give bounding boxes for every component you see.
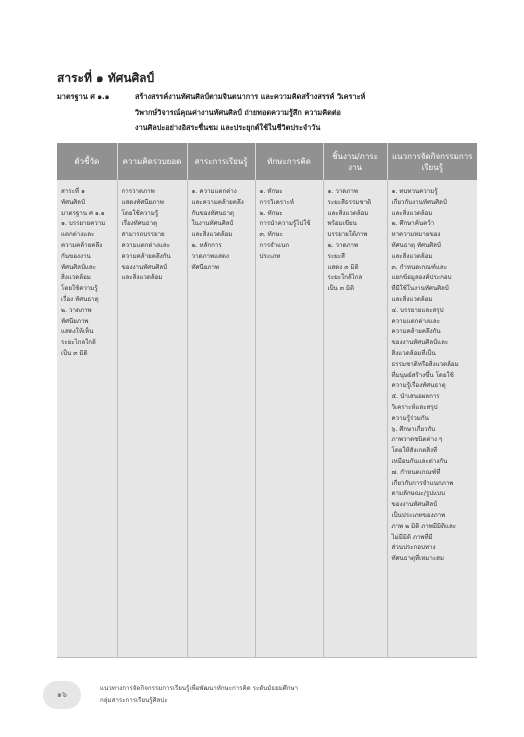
cell-line: และความคล้ายคลึง	[191, 198, 244, 206]
cell-line: ระยะใกล้ไกล	[327, 274, 363, 282]
cell-line: การวาดภาพ	[121, 188, 155, 195]
cell-line: และสิ่งแวดล้อม	[391, 209, 433, 217]
standard-description	[135, 89, 477, 136]
cell-line: เรื่อง ทัศนธาตุ	[61, 295, 99, 303]
cell-line: ที่มีใช้ในงานทัศนศิลป์	[391, 285, 449, 293]
cell-line: ไม่มีมิติ ภาพที่มี	[391, 533, 433, 541]
cell-line: และสิ่งแวดล้อม	[191, 231, 233, 239]
cell-line: แยกข้อมูลองค์ประกอบ	[391, 274, 452, 282]
cell-line: ๑. ทักษะ	[259, 188, 283, 195]
cell-line: ๕. นำเสนอผลการ	[391, 393, 440, 401]
cell-line: และสิ่งแวดล้อม	[327, 209, 369, 217]
cell-line: ความแตกต่างและ	[391, 317, 441, 325]
cell-line: ๑. ทบทวนความรู้	[391, 188, 438, 195]
cell-line: ๒. ทักษะ	[259, 209, 283, 217]
cell-line: และสิ่งแวดล้อม	[121, 274, 163, 282]
header-content: สาระการเรียนรู้	[187, 143, 255, 180]
standard-block	[57, 89, 477, 136]
cell-line: แสดงทัศนียภาพ	[121, 198, 164, 206]
cell-line: ทัศนธาตุที่เหมาะสม	[391, 555, 445, 563]
cell-activities	[387, 180, 477, 658]
cell-tasks	[323, 180, 387, 658]
cell-line: ๑. วาดภาพ	[327, 188, 358, 195]
cell-line: ๑. บรรยายความ	[61, 220, 106, 228]
cell-line: กันของทัศนธาตุ	[191, 209, 234, 217]
cell-content	[187, 180, 255, 658]
cell-line: ๔. บรรยายและสรุป	[391, 306, 444, 314]
cell-line: ระยะสี	[327, 252, 345, 260]
cell-line: มาตรฐาน ศ ๑.๑	[61, 209, 105, 217]
table-row	[57, 180, 477, 658]
cell-line: เป็นประเภทของภาพ	[391, 511, 446, 519]
cell-line: ระยะสีธรรมชาติ	[327, 198, 372, 206]
standard-line: สร้างสรรค์งานทัศนศิลป์ตามจินตนาการ และความคิดสร้างสรรค์ วิเคราะห์	[135, 92, 366, 101]
cell-line: ทัศนศิลป์	[61, 198, 85, 206]
cell-line: เหมือนกันและต่างกัน	[391, 457, 448, 465]
cell-line: เกี่ยวกับการจำแนกภาพ	[391, 479, 454, 487]
cell-line: ๒. วาดภาพ	[61, 306, 92, 314]
cell-line: หาความหมายของ	[391, 231, 441, 239]
cell-line: ในงานทัศนศิลป์	[191, 220, 234, 228]
standard-line: วิพากษ์วิจารณ์คุณค่างานทัศนศิลป์ ถ่ายทอดความรู้สึก ความคิดต่อ	[135, 107, 341, 117]
table-header-row	[57, 143, 477, 180]
page-number: ๑๖	[43, 681, 81, 709]
footer-text	[100, 683, 298, 707]
cell-concept	[117, 180, 187, 658]
cell-line: การจำแนก	[259, 241, 290, 249]
cell-line: แตกต่างและ	[61, 231, 95, 239]
cell-line: สิ่งแวดล้อม	[61, 274, 91, 282]
cell-line: ทัศนียภาพ	[191, 263, 219, 271]
cell-line: ความคล้ายคลึงกัน	[391, 328, 441, 336]
header-concept: ความคิดรวบยอด	[117, 143, 187, 180]
cell-line: วิเคราะห์และสรุป	[391, 403, 438, 411]
cell-line: กันของงาน	[61, 252, 91, 260]
cell-line: ๖. ศึกษาเกี่ยวกับ	[391, 425, 436, 433]
cell-line: เป็น ๓ มิติ	[61, 349, 88, 357]
cell-line: เรื่องทัศนธาตุ	[121, 220, 158, 228]
standard-code: มาตรฐาน ศ ๑.๑	[57, 92, 110, 101]
cell-line: ภาพวาดชนิดต่าง ๆ	[391, 436, 443, 444]
header-activities: แนวการจัดกิจกรรมการเรียนรู้	[387, 143, 477, 180]
cell-line: ทัศนียภาพ	[61, 317, 89, 325]
cell-line: ๑. ความแตกต่าง	[191, 188, 237, 195]
cell-line: ประเภท	[259, 252, 281, 260]
cell-line: ระยะไกลใกล้	[61, 339, 96, 347]
cell-line: ของงานทัศนศิลป์	[391, 501, 438, 509]
cell-line: สิ่งแวดล้อมที่เป็น	[391, 349, 436, 357]
cell-line: ๓. ทักษะ	[259, 231, 283, 239]
cell-line: การนำความรู้ไปใช้	[259, 220, 311, 228]
cell-line: ความคล้ายคลึงกัน	[121, 252, 171, 260]
cell-line: และสิ่งแวดล้อม	[391, 295, 433, 303]
header-indicator: ตัวชี้วัด	[57, 143, 117, 180]
cell-line: ส่วนประกอบทาง	[391, 544, 436, 552]
footer-line: กลุ่มสาระการเรียนรู้ศิลปะ	[100, 697, 168, 704]
cell-line: ๒. วาดภาพ	[327, 241, 359, 249]
cell-line: แสดงให้เห็น	[61, 328, 94, 336]
cell-line: พร้อมเขียน	[327, 220, 357, 228]
cell-line: ทัศนศิลป์และ	[61, 263, 96, 271]
standard-line: งานศิลปะอย่างอิสระชื่นชม และประยุกต์ใช้ในชีวิตประจำวัน	[135, 123, 321, 132]
cell-line: ๓. กำหนดเกณฑ์และ	[391, 263, 448, 271]
cell-line: สาระที่ ๑	[61, 188, 85, 195]
cell-line: ๒. ศึกษาค้นคว้า	[391, 220, 435, 228]
cell-line: ตามลักษณะ/รูปแบบ	[391, 490, 445, 498]
cell-line: และสิ่งแวดล้อม	[391, 252, 433, 260]
indicator-table	[57, 143, 477, 658]
cell-line: ความรู้เรื่องทัศนธาตุ	[391, 382, 446, 390]
header-thinking-skills: ทักษะการคิด	[255, 143, 323, 180]
cell-line: โดยใช้ความรู้	[121, 209, 159, 217]
cell-line: เป็น ๓ มิติ	[327, 285, 355, 293]
cell-line: ของงานทัศนศิลป์และ	[391, 339, 449, 347]
cell-thinking-skills	[255, 180, 323, 658]
cell-line: สามารถบรรยาย	[121, 231, 165, 239]
cell-line: ที่มนุษย์สร้างขึ้น โดยใช้	[391, 371, 454, 379]
cell-line: ๒. หลักการ	[191, 241, 222, 249]
cell-line: ความรู้ร่วมกัน	[391, 414, 429, 422]
cell-line: เกี่ยวกับงานทัศนศิลป์	[391, 198, 447, 206]
cell-line: แสดง ๓ มิติ	[327, 263, 359, 271]
cell-line: ๗. กำหนดเกณฑ์ที่	[391, 468, 441, 476]
cell-line: ของงานทัศนศิลป์	[121, 263, 168, 271]
cell-line: การวิเคราะห์	[259, 198, 294, 206]
cell-line: ทัศนธาตุ ทัศนศิลป์	[391, 241, 441, 249]
cell-line: ธรรมชาติหรือสิ่งแวดล้อม	[391, 360, 459, 368]
cell-line: โดยให้สังเกตสิ่งที่	[391, 447, 438, 455]
footer-line: แนวทางการจัดกิจกรรมการเรียนรู้เพื่อพัฒนาทักษะการคิด ระดับมัธยมศึกษา	[100, 685, 299, 692]
header-tasks: ชิ้นงาน/ภาระงาน	[323, 143, 387, 180]
cell-line: ความคล้ายคลึง	[61, 241, 103, 249]
cell-indicator	[57, 180, 117, 658]
page-title: สาระที่ ๑ ทัศนศิลป์	[57, 71, 155, 85]
cell-line: ความแตกต่างและ	[121, 241, 171, 249]
cell-line: บรรยายใต้ภาพ	[327, 231, 368, 239]
cell-line: ภาพ ๒ มิติ ภาพมีมิติและ	[391, 522, 457, 530]
cell-line: วาดภาพแสดง	[191, 252, 229, 260]
cell-line: โดยใช้ความรู้	[61, 285, 98, 293]
